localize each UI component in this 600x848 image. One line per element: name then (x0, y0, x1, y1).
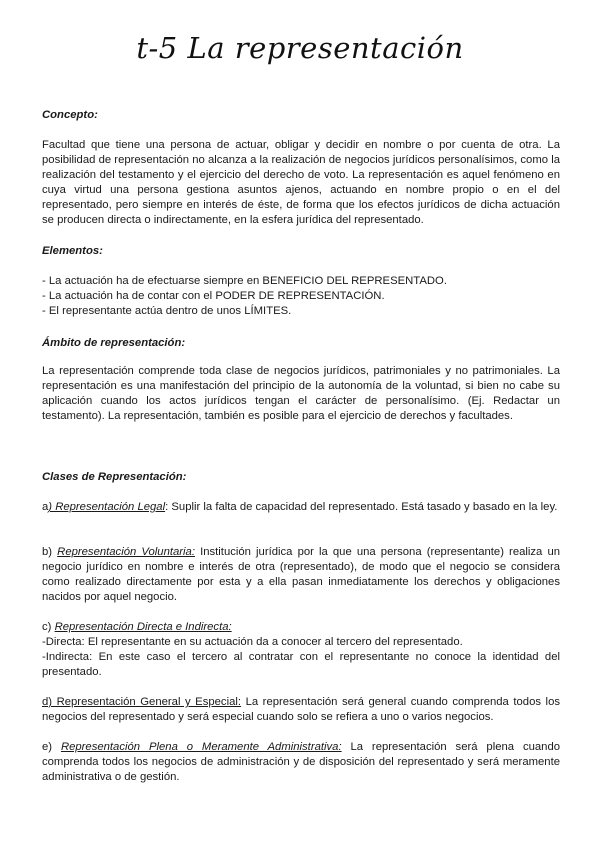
clase-d-term: d) Representación General y Especial: (42, 696, 242, 708)
clase-d-paragraph (42, 695, 560, 725)
clase-a-term: ) Representación Legal (48, 501, 166, 513)
clase-e-prefix: e) (42, 741, 61, 753)
clase-a-prefix: a (42, 501, 49, 513)
concepto-paragraph: Facultad que tiene una persona de actuar, obligar y decidir en nombre o por cuenta de otra. La posibilidad de representación no alcanza a la realización de negocios jurídicos personalísimos, como la realización del testamento y el ejercicio del derecho de voto. La representación es aquel fenómeno en cuya virtud una persona gestiona asuntos ajenos, actuando en nombre propio o en el del representado, pero siempre en interés de éste, de forma que los efectos jurídicos de dicha actuación se producen directa o indirectamente, en la esfera jurídica del representado. (42, 139, 560, 226)
elementos-heading: Elementos: (42, 245, 103, 257)
clase-b-term: Representación Voluntaria: (57, 546, 195, 558)
clase-b-text: Institución jurídica por la que una persona (representante) realiza un negocio jurídico en nombre e interés de otra (representado), de modo que el negocio se considera como realizado directamente por esta y a ella pasan inmediatamente los derechos y obligaciones nacidos por aquel negocio. (42, 546, 561, 603)
elementos-list (42, 274, 560, 319)
clase-c-block (42, 620, 560, 680)
clase-c-title (42, 620, 560, 635)
clase-c-term: Representación Directa e Indirecta: (54, 621, 232, 633)
clase-d-text: La representación será general cuando comprenda todos los negocios del representado y será especial cuando solo se refiera a uno o varios negocios. (42, 696, 560, 723)
clase-e-paragraph (42, 740, 560, 785)
ambito-paragraph: La representación comprende toda clase de negocios jurídicos, patrimoniales y no patrimoniales. La representación es una manifestación del principio de la autonomía de la voluntad, si bien no cabe su aplicación cuando los actos jurídicos tengan el carácter de personalísimo. (Ej. Redactar un testamento). La representación, también es posible para el ejercicio de derechos y facultades. (42, 365, 560, 422)
clase-c-prefix: c) (42, 621, 55, 633)
clase-e-text: La representación será plena cuando comprenda todos los negocios de administración y de disposición del representado y será meramente administrativa o de gestión. (42, 741, 561, 783)
clase-c-directa: -Directa: El representante en su actuación da a conocer al tercero del representado. (42, 636, 463, 648)
elementos-item: - La actuación ha de efectuarse siempre en BENEFICIO DEL REPRESENTADO. (42, 275, 447, 287)
elementos-item: - El representante actúa dentro de unos LÍMITES. (42, 305, 292, 317)
clase-b-paragraph (42, 545, 560, 605)
clases-heading: Clases de Representación: (42, 471, 187, 483)
clase-a-paragraph (42, 500, 560, 515)
clase-e-term: Representación Plena o Meramente Administrativa: (60, 741, 342, 753)
page-title: t-5 La representación (136, 31, 464, 65)
clase-c-indirecta: -Indirecta: En este caso el tercero al contratar con el representante no conoce la identidad del presentado. (42, 651, 560, 678)
ambito-heading: Ámbito de representación: (42, 337, 186, 349)
clase-a-text: : Suplir la falta de capacidad del representado. Está tasado y basado en la ley. (165, 501, 558, 513)
concepto-heading: Concepto: (42, 109, 98, 121)
clase-b-prefix: b) (42, 546, 58, 558)
elementos-item: - La actuación ha de contar con el PODER DE REPRESENTACIÓN. (42, 290, 385, 302)
